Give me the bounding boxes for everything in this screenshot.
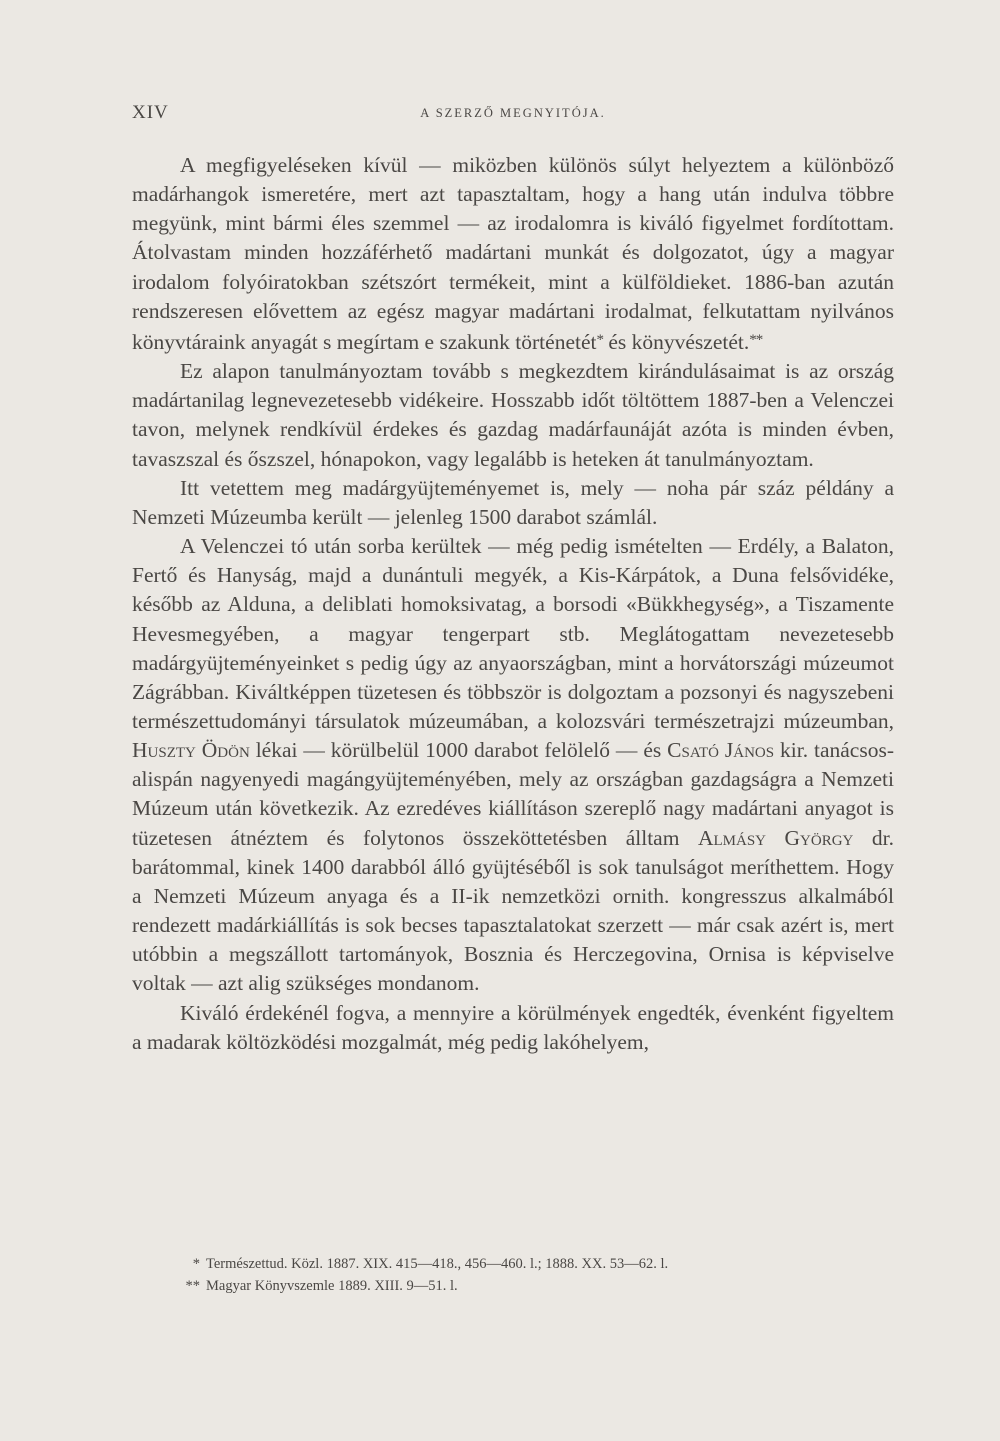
paragraph-4-text-c: kir. tanácsos-alispán nagyenyedi magángyüjteményében, mely az országban gazdagságra a Nemzeti Múzeum után következik. Az ezredéves kiállításon szereplő nagy madártani anyagot is tüzetesen átnéztem és folytonos összeköttetésben álltam: [132, 738, 894, 850]
paragraph-1: [132, 151, 894, 357]
running-head: A SZERZŐ MEGNYITÓJA.: [420, 106, 606, 120]
person-name-csato: Csató János: [667, 738, 775, 763]
page-header: [132, 102, 894, 128]
person-name-almasy: Almásy György: [697, 825, 854, 850]
footnote-2-mark: **: [185, 1278, 200, 1294]
paragraph-1-text-a: A megfigyeléseken kívül — miközben különös súlyt helyeztem a különböző madárhangok ismeretére, mert azt tapasztaltam, hogy a hang után indulva többre megyünk, mint bármi éles szemmel — az irodalomra is kiváló figyelmet fordítottam. Átolvastam minden hozzáférhető madártani munkát és dolgozatot, úgy a magyar irodalom folyóiratokban szétszórt termékeit, mint a külföldieket. 1886-ban azután rendszeresen elővettem az egész magyar madártani irodalmat, felkutattam nyilvános könyvtáraink anyagát s megírtam e szakunk történetét: [132, 153, 894, 354]
footnotes: [176, 1253, 876, 1297]
paragraph-4: [132, 532, 894, 999]
footnote-1-mark: *: [192, 1256, 200, 1272]
person-name-huszty: Huszty Ödön: [132, 738, 250, 763]
footnote-ref-2: **: [749, 331, 763, 348]
paragraph-2: Ez alapon tanulmányoztam tovább s megkezdtem kirándulásaimat is az ország madártanilag legnevezetesebb vidékeire. Hosszabb időt töltöttem 1887-ben a Velenczei tavon, melynek rendkívül érdekes és gazdag madárfaunáját azóta is minden évben, tavaszszal és őszszel, hónapokon, vagy legalább is heteken át tanulmányoztam.: [132, 359, 894, 471]
footnote-2-text: Magyar Könyvszemle 1889. XIII. 9—51. l.: [206, 1278, 458, 1294]
footnote-1-text: Természettud. Közl. 1887. XIX. 415—418., 456—460. l.; 1888. XX. 53—62. l.: [206, 1256, 669, 1272]
footnote-2: [176, 1275, 876, 1297]
page-number: XIV: [132, 102, 169, 123]
paragraph-1-text-b: és könyvészetét.: [602, 329, 750, 354]
footnote-1: [176, 1253, 876, 1275]
paragraph-4-text-a: A Velenczei tó után sorba kerültek — még pedig ismételten — Erdély, a Balaton, Fertő és Hanyság, majd a dunántuli megyék, a Kis-Kárpátok, a Duna felsővidéke, később az Alduna, a deliblati homoksivatag, a borsodi «Bükkhegység», a Tiszamente Hevesmegyében, a magyar tengerpart stb. Meglátogattam nevezetesebb madárgyüjteményeinket s pedig úgy az anyaországban, mint a horvátországi múzeumot Zágrábban. Kiváltképpen tüzetesen és többször is dolgoztam a pozsonyi és nagyszebeni természettudományi társulatok múzeumában, a kolozsvári természetrajzi múzeumban,: [132, 534, 894, 733]
paragraph-3: Itt vetettem meg madárgyüjteményemet is, mely — noha pár száz példány a Nemzeti Múzeumba került — jelenleg 1500 darabot számlál.: [132, 475, 894, 529]
paragraph-5: Kiváló érdekénél fogva, a mennyire a körülmények engedték, évenként figyeltem a madarak költözködési mozgalmát, még pedig lakóhelyem,: [132, 1000, 894, 1054]
body-text: [132, 151, 894, 1057]
footnote-ref-1: *: [596, 331, 603, 348]
paragraph-4-text-b: lékai — körülbelül 1000 darabot felölelő — és: [249, 738, 668, 763]
paragraph-4-text-d: dr. barátommal, kinek 1400 darabból álló gyüjtéséből is sok tanulságot meríthettem. Hogy a Nemzeti Múzeum anyaga és a II-ik nemzetközi ornith. kongresszus alkalmából rendezett madárkiállítás is sok becses tapasztalatokat szerzett — már csak azért is, mert utóbbin a megszállott tartományok, Bosznia és Herczegovina, Ornisa is képviselve voltak — azt alig szükséges mondanom.: [132, 825, 894, 996]
